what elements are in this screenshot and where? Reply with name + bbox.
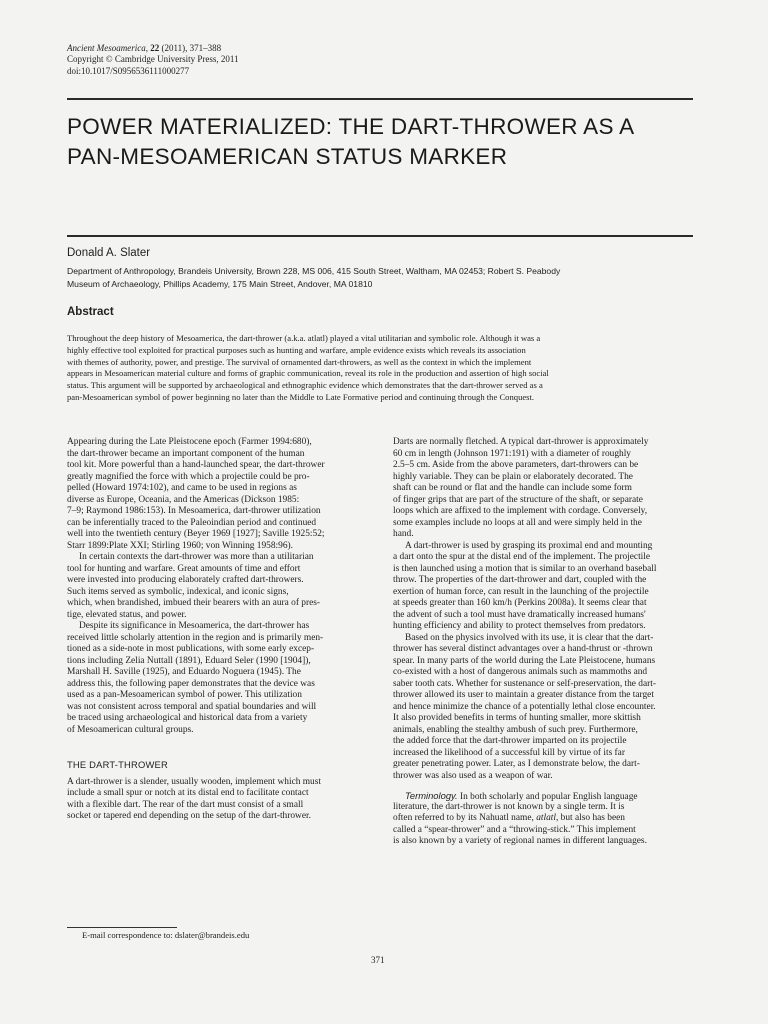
- text-line: is then launched using a motion that is similar to an overhand baseball: [393, 563, 657, 574]
- citation-line: Ancient Mesoamerica, 22 (2011), 371–388: [67, 43, 222, 53]
- text-line: greater penetrating power. Later, as I demonstrate below, the dart-: [393, 759, 640, 769]
- paragraph: [393, 633, 694, 783]
- text-line: can be inferentially traced to the Paleoindian period and continued: [67, 517, 317, 528]
- text-line: A dart-thrower is a slender, usually wooden, implement which must: [67, 776, 321, 787]
- text-line: which, when brandished, imbued their bearers with an aura of pres-: [67, 598, 321, 608]
- text-line: throw. The properties of the dart-thrower and dart, coupled with the: [393, 575, 647, 585]
- text-line: Appearing during the Late Pleistocene epoch (Farmer 1994:680),: [67, 437, 312, 447]
- text-line: of finger grips that are part of the structure of the shaft, or separate: [393, 494, 643, 505]
- paragraph: [393, 790, 694, 848]
- author-name: Donald A. Slater: [67, 247, 151, 259]
- text-line: diverse as Europe, Oceania, and the Americas (Dickson 1985:: [67, 494, 300, 505]
- journal-volume: 22: [150, 43, 160, 53]
- text-line: tions including Zelia Nuttall (1891), Eduard Seler (1990 [1904]),: [67, 655, 311, 666]
- title-rule: [67, 235, 693, 237]
- journal-header: [67, 43, 627, 77]
- text-line: highly variable. They can be plain or elaborately decorated. The: [393, 471, 633, 482]
- page-number: 371: [371, 955, 385, 965]
- abstract-text: [67, 333, 693, 404]
- paragraph: [393, 437, 694, 541]
- text-line: pelled (Howard 1974:102), and came to be used in regions as: [67, 483, 297, 493]
- text-line: well into the twentieth century (Beyer 1969 [1927]; Saville 1925:52;: [67, 529, 325, 539]
- text-line: the advent of such a tool must have dramatically increased humans': [393, 609, 646, 620]
- paragraph: [393, 541, 694, 633]
- text-line: Starr 1899:Plate XXI; Stirling 1960; von Winning 1958:96).: [67, 540, 294, 551]
- affiliation-line: Department of Anthropology, Brandeis University, Brown 228, MS 006, 415 South Street, Waltham, MA 02453; Robert S. Peabody: [67, 266, 561, 276]
- text-line: [393, 790, 694, 802]
- abstract-line: highly effective tool exploited for practical purposes such as hunting and warfare, ample evidence exists which reveals its association: [67, 344, 526, 355]
- text-line: called a “spear-thrower” and a “throwing-stick.” This implement: [393, 824, 636, 835]
- paragraph: [67, 437, 367, 552]
- text-line: 2.5–5 cm. Aside from the above parameters, dart-throwers can be: [393, 460, 639, 470]
- text-line: tige, elevated status, and power.: [67, 609, 187, 620]
- text-line: the dart-thrower became an important component of the human: [67, 448, 305, 459]
- text-line: some examples include no loops at all and were simply held in the: [393, 517, 642, 528]
- text-line: In certain contexts the dart-thrower was more than a utilitarian: [79, 552, 314, 562]
- text-line: the added force that the dart-thrower imparted on its projectile: [393, 736, 627, 746]
- terminology-subheading: Terminology.: [405, 790, 458, 801]
- text-line: Such items served as symbolic, indexical, and iconic signs,: [67, 586, 289, 597]
- text-line: hand.: [393, 529, 414, 539]
- top-rule: [67, 98, 693, 100]
- article-title: [67, 112, 693, 172]
- text-line: with a flexible dart. The rear of the dart must consist of a small: [67, 799, 304, 810]
- text-line: tool for hunting and warfare. Great amounts of time and effort: [67, 563, 301, 574]
- text-line: Based on the physics involved with its use, it is clear that the dart-: [405, 632, 654, 643]
- text-line: It also provided benefits in terms of hunting smaller, more skittish: [393, 713, 641, 723]
- text-line: is also known by a variety of regional names in different languages.: [393, 836, 647, 846]
- text-line: thrower was also used as a weapon of war.: [393, 770, 553, 781]
- text-fragment: In both scholarly and popular English language: [457, 792, 638, 802]
- spacer: [67, 736, 367, 748]
- text-line: animals, enabling the stealthy ambush of such prey. Furthermore,: [393, 724, 638, 735]
- section-heading: THE DART-THROWER: [67, 759, 168, 770]
- text-line: exertion of human force, can result in the launching of the projectile: [393, 586, 649, 597]
- spacer: [67, 748, 367, 760]
- paragraph: [67, 621, 367, 736]
- spacer: [393, 782, 694, 790]
- text-line: hunting efficiency and ability to protect themselves from predators.: [393, 621, 646, 631]
- text-line: 60 cm in length (Johnson 1971:191) with a diameter of roughly: [393, 448, 631, 459]
- text-line: co-existed with a host of dangerous animals such as mammoths and: [393, 667, 648, 677]
- text-line: address this, the following paper demonstrates that the device was: [67, 678, 315, 689]
- affiliation-line: Museum of Archaeology, Phillips Academy, 175 Main Street, Andover, MA 01810: [67, 279, 373, 289]
- text-line: shaft can be round or flat and the handle can include some form: [393, 483, 632, 493]
- text-line: Darts are normally fletched. A typical dart-thrower is approximately: [393, 437, 649, 447]
- text-line: include a small spur or notch at its distal end to facilitate contact: [67, 788, 309, 798]
- text-line: A dart-thrower is used by grasping its proximal end and mounting: [405, 540, 653, 551]
- text-line: spear. In many parts of the world during the Late Pleistocene, humans: [393, 655, 656, 666]
- journal-year-pages: (2011), 371–388: [161, 43, 222, 53]
- abstract-line: appears in Mesoamerican material culture and forms of graphic communication, reveal its role in the production and assertion of high social: [67, 368, 549, 379]
- text-line: Despite its significance in Mesoamerica, the dart-thrower has: [79, 621, 310, 631]
- abstract-line: with themes of authority, power, and prestige. The survival of ornamented dart-throwers, as well as the context in which the implement: [67, 356, 532, 367]
- abstract-heading: Abstract: [67, 306, 114, 318]
- text-line: was not consistent across temporal and spatial boundaries and will: [67, 701, 317, 712]
- text-line: were invested into producing elaborately crafted dart-throwers.: [67, 575, 304, 585]
- abstract-line: status. This argument will be supported by archaeological and ethnographic evidence which demonstrates that the dart-thrower served as a: [67, 380, 543, 391]
- text-line: socket or tapered end depending on the setup of the dart-thrower.: [67, 811, 311, 821]
- text-line: Marshall H. Saville (1925), and Eduardo Noguera (1945). The: [67, 667, 301, 677]
- text-line: used as a pan-Mesoamerican symbol of power. This utilization: [67, 690, 302, 700]
- text-line: greatly magnified the force with which a projectile could be pro-: [67, 471, 310, 482]
- journal-name: Ancient Mesoamerica: [67, 43, 146, 53]
- text-line: at speeds greater than 160 km/h (Perkins 2008a). It seems clear that: [393, 598, 647, 608]
- text-line: of Mesoamerican cultural groups.: [67, 724, 194, 735]
- text-fragment: often referred to by its Nahuatl name,: [393, 813, 537, 823]
- text-line: thrower allowed its user to maintain a greater distance from the target: [393, 690, 654, 700]
- text-line: loops which are affixed to the implement with cordage. Conversely,: [393, 506, 648, 516]
- paragraph: [67, 777, 367, 823]
- text-line: thrower has several distinct advantages over a hand-thrust or -thrown: [393, 644, 653, 654]
- title-line: POWER MATERIALIZED: THE DART-THROWER AS A: [67, 114, 635, 139]
- copyright-line: Copyright © Cambridge University Press, 2011: [67, 54, 239, 65]
- text-line: tool kit. More powerful than a hand-launched spear, the dart-thrower: [67, 460, 325, 470]
- text-line: [393, 813, 694, 825]
- text-line: increased the likelihood of a successful kill by virtue of its far: [393, 747, 625, 758]
- text-line: literature, the dart-thrower is not known by a single term. It is: [393, 801, 625, 812]
- text-line: saber tooth cats. Whether for sustenance or self-preservation, the dart-: [393, 678, 657, 689]
- text-line: be traced using archaeological and historical data from a variety: [67, 713, 308, 723]
- left-column: [67, 437, 367, 823]
- right-column: [393, 437, 694, 848]
- text-line: received little scholarly attention in the region and is primarily men-: [67, 632, 324, 643]
- atlatl-term: atlatl: [536, 813, 556, 823]
- doi-line: doi:10.1017/S0956536111000277: [67, 65, 190, 76]
- paragraph: [67, 552, 367, 621]
- affiliation: [67, 265, 693, 291]
- title-line: PAN-MESOAMERICAN STATUS MARKER: [67, 144, 508, 169]
- text-line: tioned as a side-note in most publications, with some early excep-: [67, 644, 315, 654]
- footnote: E-mail correspondence to: dslater@brandeis.edu: [82, 930, 250, 940]
- abstract-line: pan-Mesoamerican symbol of power beginning no later than the Middle to Late Formative period and continuing through the Conquest.: [67, 391, 535, 402]
- text-line: a dart onto the spur at the distal end of the implement. The projectile: [393, 552, 651, 562]
- abstract-line: Throughout the deep history of Mesoamerica, the dart-thrower (a.k.a. atlatl) played a vital utilitarian and symbolic role. Although it was a: [67, 333, 541, 343]
- footnote-rule: [67, 927, 177, 928]
- text-line: and hence minimize the chance of a potentially lethal close encounter.: [393, 701, 656, 712]
- text-fragment: , but also has been: [555, 813, 625, 823]
- text-line: 7–9; Raymond 1986:153). In Mesoamerica, dart-thrower utilization: [67, 506, 321, 516]
